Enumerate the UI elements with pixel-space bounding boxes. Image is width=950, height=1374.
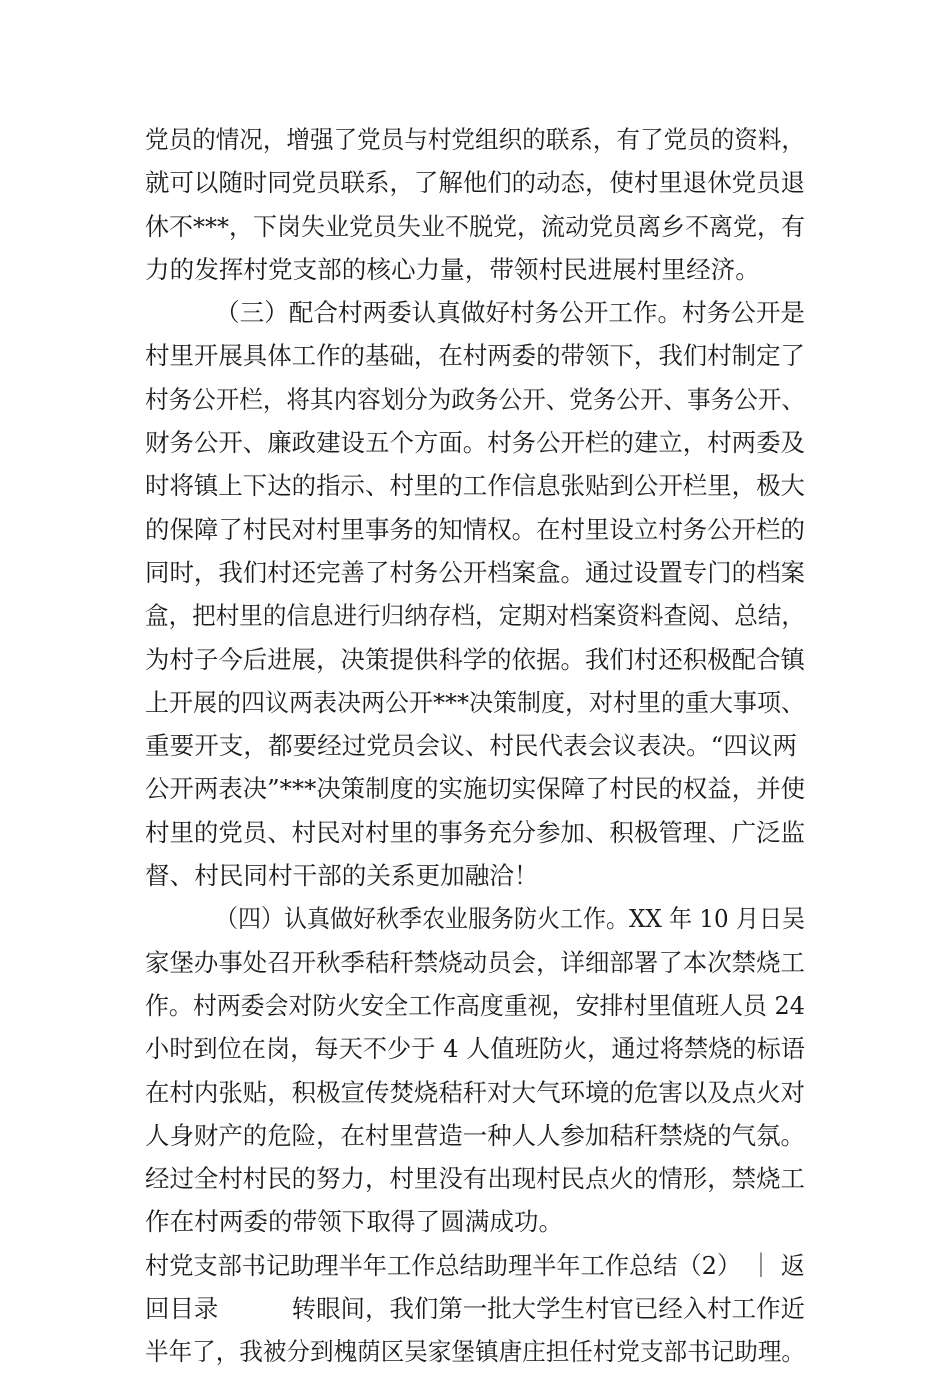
text-line: 财务公开、廉政建设五个方面。村务公开栏的建立，村两委及 bbox=[145, 428, 805, 458]
text-line: 时将镇上下达的指示、村里的工作信息张贴到公开栏里，极大 bbox=[145, 471, 805, 501]
text-line: 休不***，下岗失业党员失业不脱党，流动党员离乡不离党，有 bbox=[145, 211, 805, 241]
text-line: 盒，把村里的信息进行归纳存档，定期对档案资料查阅、总结， bbox=[145, 601, 805, 631]
paragraph-first-line: （四）认真做好秋季农业服务防火工作。XX 年 10 月日吴 bbox=[215, 904, 805, 934]
text-line: 小时到位在岗，每天不少于 4 人值班防火，通过将禁烧的标语 bbox=[145, 1034, 805, 1064]
text-line: 作。村两委会对防火安全工作高度重视，安排村里值班人员 24 bbox=[145, 990, 805, 1020]
text-line: 村务公开栏，将其内容划分为政务公开、党务公开、事务公开、 bbox=[145, 384, 805, 414]
text-line: 家堡办事处召开秋季秸秆禁烧动员会，详细部署了本次禁烧工 bbox=[145, 947, 805, 977]
text-line: 回目录 转眼间，我们第一批大学生村官已经入村工作近 bbox=[145, 1294, 805, 1324]
text-line: 重要开支，都要经过党员会议、村民代表会议表决。“四议两 bbox=[145, 731, 798, 761]
paragraph-first-line: （三）配合村两委认真做好村务公开工作。村务公开是 bbox=[215, 298, 805, 328]
text-line: 上开展的四议两表决两公开***决策制度，对村里的重大事项、 bbox=[145, 687, 805, 717]
text-line: 同时，我们村还完善了村务公开档案盒。通过设置专门的档案 bbox=[145, 557, 805, 587]
text-line: 半年了，我被分到槐荫区吴家堡镇唐庄担任村党支部书记助理。 bbox=[145, 1337, 805, 1367]
text-line: 公开两表决”***决策制度的实施切实保障了村民的权益，并使 bbox=[145, 774, 805, 804]
text-line: 的保障了村民对村里事务的知情权。在村里设立村务公开栏的 bbox=[145, 514, 805, 544]
text-line: 人身财产的危险，在村里营造一种人人参加秸秆禁烧的气氛。 bbox=[145, 1120, 805, 1150]
text-line: 督、村民同村干部的关系更加融洽！ bbox=[145, 861, 539, 891]
text-line: 村里的党员、村民对村里的事务充分参加、积极管理、广泛监 bbox=[145, 817, 805, 847]
text-line: 村党支部书记助理半年工作总结助理半年工作总结（2） ｜ 返 bbox=[145, 1250, 805, 1280]
text-line: 力的发挥村党支部的核心力量，带领村民进展村里经济。 bbox=[145, 254, 760, 284]
document-body bbox=[145, 118, 805, 1374]
text-line: 为村子今后进展，决策提供科学的依据。我们村还积极配合镇 bbox=[145, 644, 805, 674]
text-line: 村里开展具体工作的基础，在村两委的带领下，我们村制定了 bbox=[145, 341, 805, 371]
text-line: 在村内张贴，积极宣传焚烧秸秆对大气环境的危害以及点火对 bbox=[145, 1077, 805, 1107]
text-line: 就可以随时同党员联系，了解他们的动态，使村里退休党员退 bbox=[145, 168, 805, 198]
text-line: 作在村两委的带领下取得了圆满成功。 bbox=[145, 1207, 564, 1237]
text-line: 经过全村村民的努力，村里没有出现村民点火的情形，禁烧工 bbox=[145, 1164, 805, 1194]
text-line: 党员的情况，增强了党员与村党组织的联系，有了党员的资料， bbox=[145, 125, 805, 154]
